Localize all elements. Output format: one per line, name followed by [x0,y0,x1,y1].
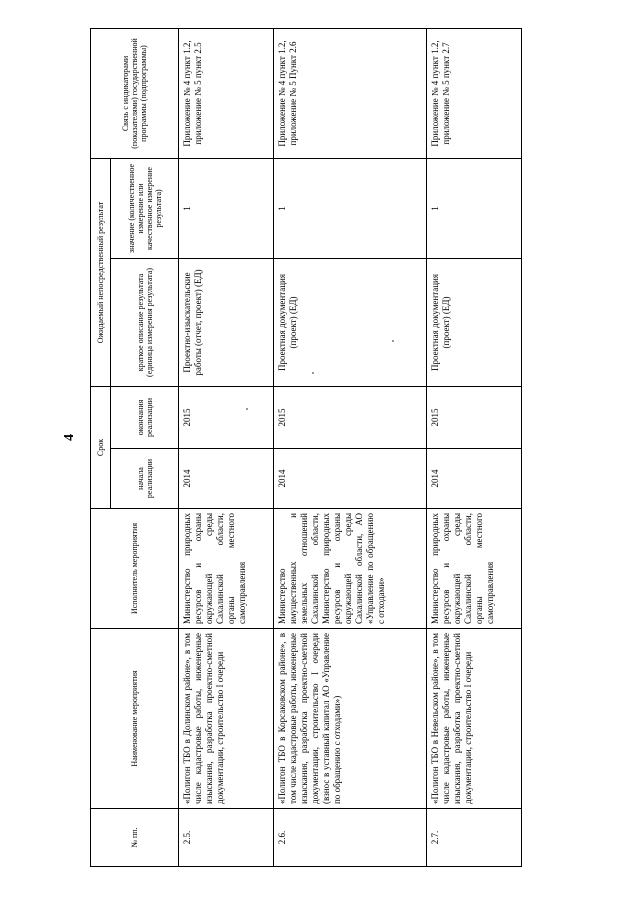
header-term-start: начала реализации [111,449,179,509]
header-link: Связь с индикаторами (показателями) государственной программы (подпрограммы) [91,28,179,158]
row-start: 2014 [426,449,521,509]
row-value: 1 [274,158,427,258]
row-executor: Министерство природных ресурсов и охраны окружающей среды Сахалинской области, органы местного самоуправления [179,509,274,629]
header-term: Срок [91,386,111,508]
header-term-end: окончания реализации [111,386,179,448]
header-name: Наименование мероприятия [91,629,179,809]
row-no: 2.7. [426,809,521,867]
header-no: № пп. [91,809,179,867]
row-link: Приложение № 4 пункт 1.2, приложение № 5 пункт 2.5 [179,28,274,158]
row-end: 2015 [179,386,274,448]
rotated-table-container [90,29,522,867]
row-end: 2015 [426,386,521,448]
table-row [426,28,521,866]
activities-table [90,28,522,867]
row-end: 2015 [274,386,427,448]
row-value: 1 [426,158,521,258]
table-row [274,28,427,866]
row-name: «Полигон ТБО в Долинском районе», в том числе кадастровые работы, инженерные изыскания, разработка проектно-сметной документации, строительство I очереди [179,629,274,809]
row-value: 1 [179,158,274,258]
row-no: 2.5. [179,809,274,867]
header-expected-value: значение (количественное измерение или качественное измерение результата) [111,158,179,258]
row-desc: Проектная документация (проект) (ЕД) [274,258,427,386]
row-link: Приложение № 4 пункт 1.2, приложение № 5 пункт 2.7 [426,28,521,158]
row-name: «Полигон ТБО в Корсаковском районе», в том числе кадастровые работы, инженерные изыскания, разработка проектно-сметной документации, строительство I очереди (взнос в уставный капитал АО «Управление по обращению с отходами») [274,629,427,809]
header-expected-desc: краткое описание результата (единица измерения результата) [111,258,179,386]
row-start: 2014 [274,449,427,509]
table-row [179,28,274,866]
row-executor: Министерство природных ресурсов и охраны окружающей среды Сахалинской области, органы местного самоуправления [426,509,521,629]
row-executor: Министерство имущественных и земельных отношений Сахалинской области, Министерство природных ресурсов и охраны окружающей среды Сахалинской области, АО «Управление по обращению с отходами» [274,509,427,629]
row-link: Приложение № 4 пункт 1.2, приложение № 5 Пункт 2.6 [274,28,427,158]
row-name: «Полигон ТБО в Невельском районе», в том числе кадастровые работы, инженерные изыскания, разработка проектно-сметной документации, строительство I очереди [426,629,521,809]
row-desc: Проектно-изыскательские работы (отчет, проект) (ЕД) [179,258,274,386]
row-desc: Проектная документация (проект) (ЕД) [426,258,521,386]
row-start: 2014 [179,449,274,509]
page-number: 4 [62,434,77,441]
header-expected: Ожидаемый непосредственный результат [91,158,111,386]
row-no: 2.6. [274,809,427,867]
header-executor: Исполнитель мероприятия [91,509,179,629]
